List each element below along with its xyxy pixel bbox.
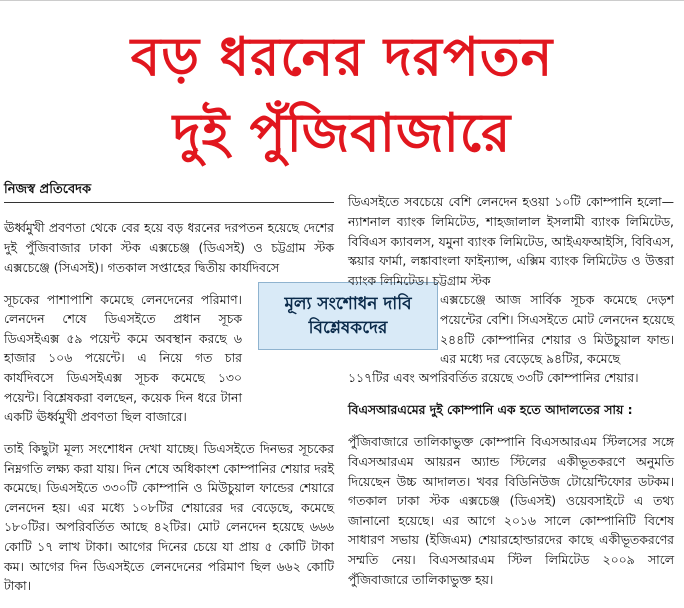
right-subhead: বিএসআরএমের দুই কোম্পানি এক হতে আদালতের সায় : [348, 402, 633, 418]
headline [0, 20, 684, 172]
top-rule [0, 0, 684, 7]
left-paragraph-1: ঊর্ধ্বমুখী প্রবণতা থেকে বের হয়ে বড় ধরনের দরপতন হয়েছে দেশের দুই পুঁজিবাজার ঢাকা স্টক এক্সচেঞ্জ (ডিএসই) ও চট্টগ্রাম স্টক এক্সচেঞ্জে (সিএসই)। গতকাল সপ্তাহের দ্বিতীয় কার্যদিবসে [4, 220, 334, 275]
right-paragraph-4: পুঁজিবাজারে তালিকাভুক্ত কোম্পানি বিএসআরএম স্টিলসের সঙ্গে বিএসআরএম আয়রন অ্যান্ড স্টিলের একীভূতকরণে অনুমতি দিয়েছেন উচ্চ আদালত। খবর বিডিনিউজ টোয়েন্টিফোর ডটকম। গতকাল ঢাকা স্টক এক্সচেঞ্জ (ডিএসই) ওয়েবসাইটে এ তথ্য জানানো হয়েছে। এর আগে ২০১৬ সালে কোম্পানিটি বিশেষ সাধারণ সভায় (ইজিএম) শেয়ারহোল্ডারদের কাছে একীভূতকরণের সম্মতি নেয়। বিএসআরএম স্টিল লিমিটেড ২০০৯ সালে পুঁজিবাজারে তালিকাভুক্ত হয়। [348, 434, 674, 587]
left-paragraph-2: সূচকের পাশাপাশি কমেছে লেনদেনের পরিমাণ। লেনদেন শেষে ডিএসইতে প্রধান সূচক ডিএসইএক্স ৫৯ পয়েন্ট কমে অবস্থান করছে ৬ হাজার ১০৬ পয়েন্টে। এ নিয়ে গত চার কার্যদিবসে ডিএসইএক্স সূচক কমেছে ১৩০ পয়েন্ট। বিশ্লেষকরা বলছেন, কয়েক দিন ধরে টানা একটি ঊর্ধ্বমুখী প্রবণতা ছিল বাজারে। [4, 291, 242, 425]
right-paragraph-3: ১১৭টির এবং অপরিবর্তিত রয়েছে ৩৩টি কোম্পানির শেয়ার। [348, 370, 639, 386]
headline-line-1: বড় ধরনের দরপতন [130, 27, 554, 88]
right-paragraph-1: ডিএসইতে সবচেয়ে বেশি লেনদেন হওয়া ১০টি কোম্পানি হলো— ন্যাশনাল ব্যাংক লিমিটেড, শাহজালাল ইসলামী ব্যাংক লিমিটেড, বিবিএস ক্যাবলস, যমুনা ব্যাংক লিমিটেড, আইএফআইসি, বিবিএস, স্কয়ার ফার্মা, লঙ্কাবাংলা ফাইন্যান্স, এক্সিম ব্যাংক লিমিটেড ও উত্তরা ব্যাংক লিমিটেড। চট্টগ্রাম স্টক [348, 194, 674, 288]
pull-quote-text: মূল্য সংশোধন দাবি বিশ্লেষকদের [284, 294, 412, 338]
headline-line-2: দুই পুঁজিবাজারে [172, 103, 512, 164]
left-paragraph-3: তাই কিছুটা মূল্য সংশোধন দেখা যাচ্ছে। ডিএসইতে দিনভর সূচকের নিম্নগতি লক্ষ্য করা যায়। দিন শেষে অধিকাংশ কোম্পানির শেয়ার দরই কমেছে। ডিএসইতে ৩৩০টি কোম্পানি ও মিউচুয়াল ফান্ডের শেয়ারে লেনদেন হয়। এর মধ্যে ১০৮টির শেয়ারের দর বেড়েছে, কমেছে ১৮০টির। অপরিবর্তিত আছে ৪২টির। মোট লেনদেন হয়েছে ৬৬৬ কোটি ১৭ লাখ টাকা। আগের দিনের চেয়ে যা প্রায় ৫ কোটি টাকা কম। আগের দিন ডিএসইতে লেনদেনের পরিমাণ ছিল ৬৬২ কোটি টাকা। [4, 441, 334, 594]
right-column-bottom [348, 356, 674, 602]
right-paragraph-2: এক্সচেঞ্জে আজ সার্বিক সূচক কমেছে দেড়শ পয়েন্টের বেশি। সিএসইতে মোট লেনদেন হয়েছে ২৪৪টি কোম্পানির শেয়ার ও মিউচুয়াল ফান্ড। এর মধ্যে দর বেড়েছে ৯৪টির, কমেছে [440, 292, 674, 367]
byline: নিজস্ব প্রতিবেদক [4, 180, 334, 203]
left-column [4, 206, 334, 608]
